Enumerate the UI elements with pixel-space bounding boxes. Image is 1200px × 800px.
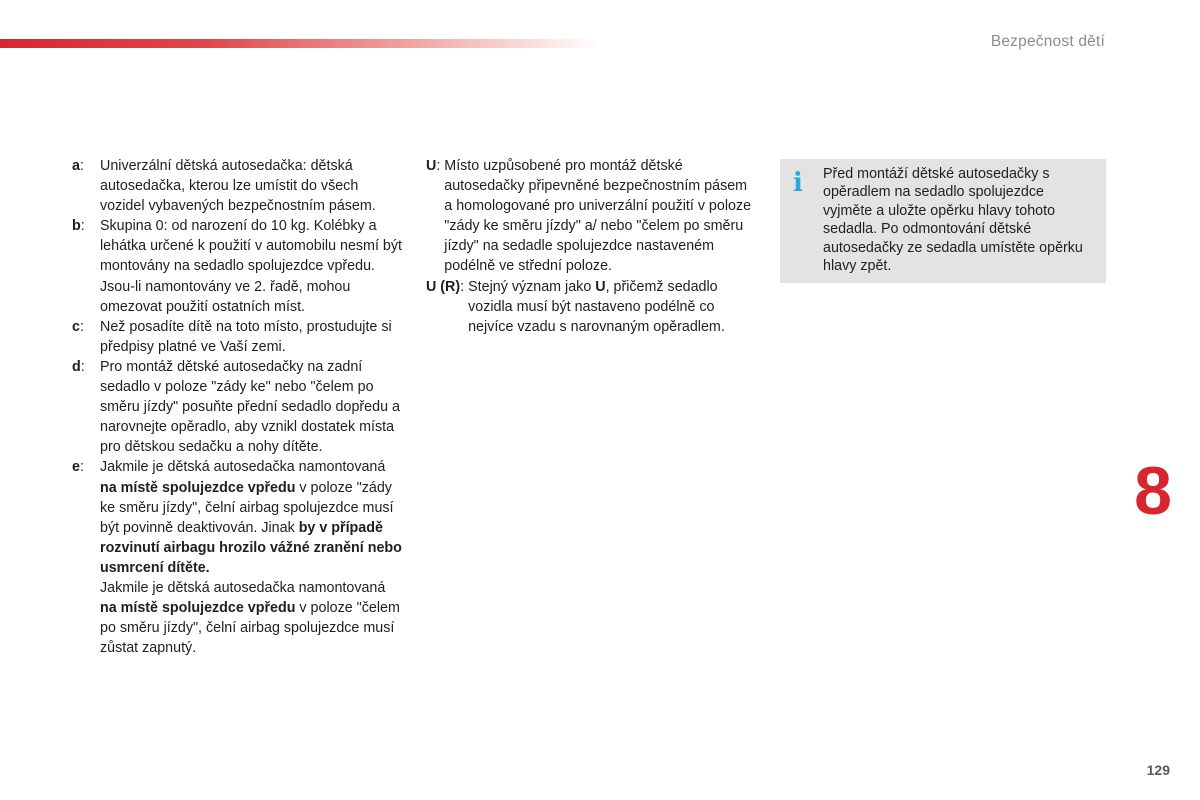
chapter-number: 8 [1134,453,1172,529]
list-item-b: b: Skupina 0: od narození do 10 kg. Kolébky a lehátka určené k použití v automobilu nesmí být montovány na sedadlo spolujezdce vpředu. Jsou-li namontovány ve 2. řadě, mohou omezovat použití ostatních míst. [72,216,402,316]
info-icon: i [793,168,803,198]
item-text: Jakmile je dětská autosedačka namontovaná na místě spolujezdce vpředu v poloze "zády ke směru jízdy", čelní airbag spolujezdce musí být povinně deaktivován. Jinak by v případě rozvinutí airbagu hrozilo vážné zranění nebo usmrcení dítěte. [100,459,402,576]
left-column [72,156,402,658]
list-item-d: d: Pro montáž dětské autosedačky na zadní sedadlo v poloze "zády ke" nebo "čelem po směru jízdy" posuňte přední sedadlo dopředu a narovnejte opěradlo, aby vznikl dostatek místa pro dětskou sedačku a nohy dítěte. [72,357,402,457]
list-item-ur: U (R): Stejný význam jako U, přičemž sedadlo vozidla musí být nastaveno podélně co nejvíce vzadu s narovnaným opěradlem. [426,277,756,337]
item-text: Univerzální dětská autosedačka: dětská autosedačka, kterou lze umístit do všech vozidel vybavených bezpečnostním pásem. [100,158,376,215]
info-box [780,159,1106,283]
item-text: Než posadíte dítě na toto místo, prostudujte si předpisy platné ve Vaší zemi. [100,318,392,355]
emphasis: na místě spolujezdce vpředu [100,479,296,496]
item-text: Jakmile je dětská autosedačka namontovaná na místě spolujezdce vpředu v poloze "čelem po směru jízdy", čelní airbag spolujezdce musí zůstat zapnutý. [100,579,400,657]
item-text: Jsou-li namontovány ve 2. řadě, mohou omezovat použití ostatních míst. [100,278,351,315]
item-label: U (R) [426,278,461,295]
warning-emphasis: by v případě rozvinutí airbagu hrozilo vážné zranění nebo usmrcení dítěte. [100,519,402,576]
list-item-a: a: Univerzální dětská autosedačka: dětská autosedačka, kterou lze umístit do všech vozidel vybavených bezpečnostním pásem. [72,156,402,216]
item-text: Místo uzpůsobené pro montáž dětské autosedačky připevněné bezpečnostním pásem a homologované pro univerzální použití v poloze "zády ke směru jízdy" a/ nebo "čelem po směru jízdy" na sedadle spolujezdce nastaveném podélně ve střední poloze. [444,158,752,275]
info-text: Před montáží dětské autosedačky s opěradlem na sedadlo spolujezdce vyjměte a uložte opěrku hlavy tohoto sedadla. Po odmontování dětské autosedačky ze sedadla umístěte opěrku hlavy zpět. [823,166,1083,275]
item-label: c [72,318,80,335]
item-label: a [72,158,80,174]
section-title: Bezpečnost dětí [990,33,1105,50]
item-label: U [426,158,437,174]
item-text: Pro montáž dětské autosedačky na zadní sedadlo v poloze "zády ke" nebo "čelem po směru jízdy" posuňte přední sedadlo dopředu a narovnejte opěradlo, aby vznikl dostatek místa pro dětskou sedačku a nohy dítěte. [100,358,400,456]
item-label: b [72,218,81,235]
item-label: e [72,459,80,476]
list-item-e: e: Jakmile je dětská autosedačka namontovaná na místě spolujezdce vpředu v poloze "zády ke směru jízdy", čelní airbag spolujezdce musí být povinně deaktivován. Jinak by v případě rozvinutí airbagu hrozilo vážné zranění nebo usmrcení dítěte. Jakmile je dětská autosedačka namontovaná na místě spolujezdce vpředu v poloze "čelem po směru jízdy", čelní airbag spolujezdce musí zůstat zapnutý. [72,457,402,658]
middle-column [426,156,756,337]
item-label: d [72,358,81,375]
list-item-c: c: Než posadíte dítě na toto místo, prostudujte si předpisy platné ve Vaší zemi. [72,317,402,357]
header-accent-bar [0,39,600,48]
emphasis: na místě spolujezdce vpředu [100,600,296,617]
item-text: Skupina 0: od narození do 10 kg. Kolébky a lehátka určené k použití v automobilu nesmí být montovány na sedadlo spolujezdce vpředu. [100,218,402,275]
item-text: Stejný význam jako U, přičemž sedadlo vozidla musí být nastaveno podélně co nejvíce vzadu s narovnaným opěradlem. [468,278,725,335]
page-number: 129 [1146,762,1170,778]
list-item-u: U: Místo uzpůsobené pro montáž dětské autosedačky připevněné bezpečnostním pásem a homologované pro univerzální použití v poloze "zády ke směru jízdy" a/ nebo "čelem po směru jízdy" na sedadle spolujezdce nastaveném podélně ve střední poloze. [426,156,756,277]
